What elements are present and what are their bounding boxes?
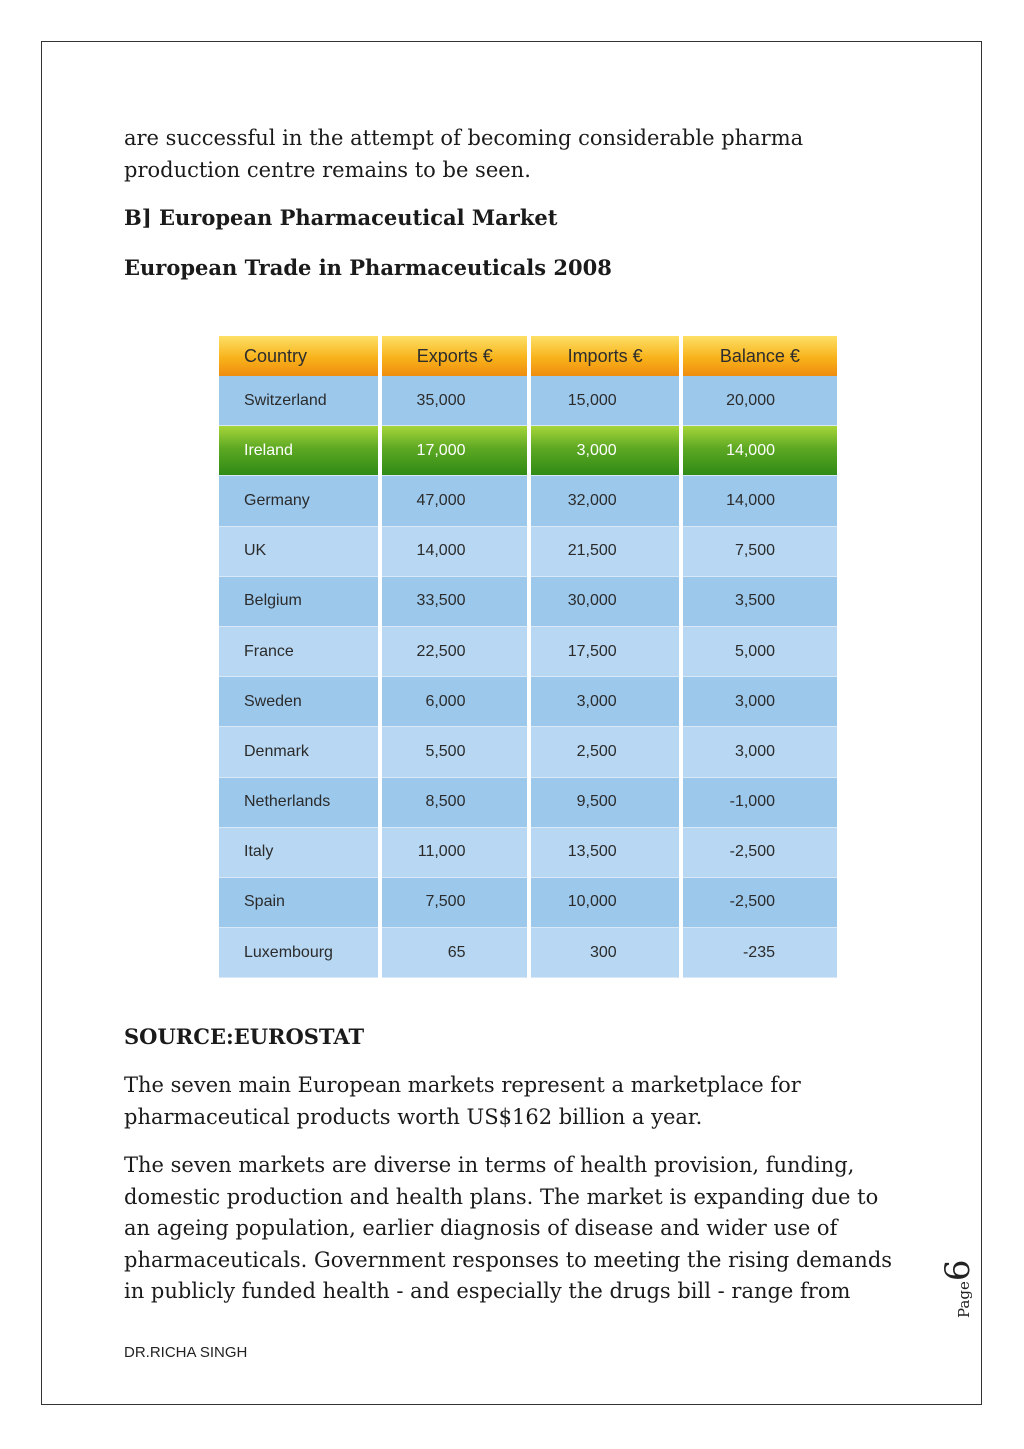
cell-exports: 47,000 bbox=[382, 476, 527, 526]
cell-imports: 9,500 bbox=[531, 778, 678, 828]
author-footer: DR.RICHA SINGH bbox=[124, 1344, 248, 1361]
table-row bbox=[219, 878, 837, 928]
cell-imports: 13,500 bbox=[531, 828, 678, 878]
table-row bbox=[219, 476, 837, 526]
table-body bbox=[219, 376, 837, 978]
cell-balance: 7,500 bbox=[683, 527, 837, 577]
header-balance: Balance € bbox=[683, 336, 837, 376]
cell-balance: 5,000 bbox=[683, 627, 837, 677]
cell-balance: -235 bbox=[683, 928, 837, 978]
table-header-row bbox=[219, 336, 837, 376]
cell-exports: 11,000 bbox=[382, 828, 527, 878]
table-row bbox=[219, 778, 837, 828]
cell-balance: 14,000 bbox=[683, 426, 837, 476]
cell-country: Spain bbox=[219, 878, 378, 928]
trade-table bbox=[215, 336, 841, 978]
page-number: 6 bbox=[938, 1259, 978, 1282]
cell-exports: 8,500 bbox=[382, 778, 527, 828]
cell-balance: 20,000 bbox=[683, 376, 837, 426]
cell-exports: 33,500 bbox=[382, 577, 527, 627]
cell-imports: 30,000 bbox=[531, 577, 678, 627]
cell-imports: 3,000 bbox=[531, 677, 678, 727]
cell-country: Belgium bbox=[219, 577, 378, 627]
cell-imports: 2,500 bbox=[531, 727, 678, 777]
cell-imports: 21,500 bbox=[531, 527, 678, 577]
page-number-label bbox=[938, 1258, 998, 1318]
cell-balance: 3,000 bbox=[683, 677, 837, 727]
page-word: Page bbox=[955, 1281, 973, 1318]
table-row bbox=[219, 928, 837, 978]
cell-balance: 3,000 bbox=[683, 727, 837, 777]
cell-imports: 300 bbox=[531, 928, 678, 978]
header-exports: Exports € bbox=[382, 336, 527, 376]
table-row bbox=[219, 828, 837, 878]
body-paragraph-2: The seven markets are diverse in terms of health provision, funding, domestic production and health plans. The market is expanding due to an ageing population, earlier diagnosis of disease and wider use of pharmaceuticals. Government responses to meeting the rising demands in publicly funded health - and especially the drugs bill - range from bbox=[124, 1153, 893, 1303]
cell-country: Luxembourg bbox=[219, 928, 378, 978]
cell-exports: 65 bbox=[382, 928, 527, 978]
cell-balance: -2,500 bbox=[683, 828, 837, 878]
cell-country: Sweden bbox=[219, 677, 378, 727]
cell-exports: 17,000 bbox=[382, 426, 527, 476]
cell-country: France bbox=[219, 627, 378, 677]
table-row bbox=[219, 527, 837, 577]
table-heading: European Trade in Pharmaceuticals 2008 bbox=[124, 255, 612, 280]
cell-exports: 22,500 bbox=[382, 627, 527, 677]
cell-balance: -2,500 bbox=[683, 878, 837, 928]
source-label: SOURCE:EUROSTAT bbox=[124, 1024, 365, 1049]
cell-country: Ireland bbox=[219, 426, 378, 476]
table-row bbox=[219, 727, 837, 777]
cell-balance: 3,500 bbox=[683, 577, 837, 627]
cell-country: Italy bbox=[219, 828, 378, 878]
body-paragraph-1: The seven main European markets represent a marketplace for pharmaceutical products worth US$162 billion a year. bbox=[124, 1073, 801, 1129]
cell-country: Netherlands bbox=[219, 778, 378, 828]
cell-exports: 5,500 bbox=[382, 727, 527, 777]
cell-imports: 10,000 bbox=[531, 878, 678, 928]
trade-table-container bbox=[219, 336, 837, 974]
intro-paragraph: are successful in the attempt of becoming considerable pharma production centre remains to be seen. bbox=[124, 126, 804, 182]
cell-balance: 14,000 bbox=[683, 476, 837, 526]
header-imports: Imports € bbox=[531, 336, 678, 376]
table-row bbox=[219, 577, 837, 627]
cell-exports: 35,000 bbox=[382, 376, 527, 426]
cell-imports: 15,000 bbox=[531, 376, 678, 426]
cell-balance: -1,000 bbox=[683, 778, 837, 828]
table-row bbox=[219, 426, 837, 476]
header-country: Country bbox=[219, 336, 378, 376]
table-row bbox=[219, 677, 837, 727]
cell-exports: 7,500 bbox=[382, 878, 527, 928]
cell-country: UK bbox=[219, 527, 378, 577]
cell-imports: 32,000 bbox=[531, 476, 678, 526]
table-row bbox=[219, 376, 837, 426]
cell-imports: 3,000 bbox=[531, 426, 678, 476]
table-row bbox=[219, 627, 837, 677]
cell-country: Denmark bbox=[219, 727, 378, 777]
cell-exports: 6,000 bbox=[382, 677, 527, 727]
cell-exports: 14,000 bbox=[382, 527, 527, 577]
cell-imports: 17,500 bbox=[531, 627, 678, 677]
cell-country: Germany bbox=[219, 476, 378, 526]
cell-country: Switzerland bbox=[219, 376, 378, 426]
section-heading: B] European Pharmaceutical Market bbox=[124, 205, 558, 230]
